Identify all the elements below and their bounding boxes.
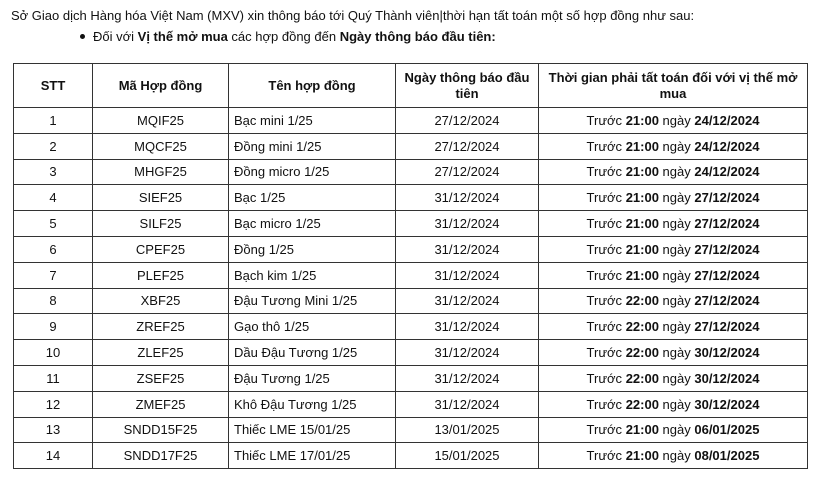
cell-code: SIEF25	[93, 185, 229, 211]
deadline-date: 27/12/2024	[694, 293, 760, 309]
deadline-date: 24/12/2024	[694, 138, 760, 154]
table-row	[14, 365, 808, 391]
day-word: ngày	[658, 396, 695, 412]
time-value: 21:00	[625, 216, 659, 232]
day-word: ngày	[658, 267, 695, 283]
day-word: ngày	[658, 164, 695, 180]
time-value: 22:00	[625, 293, 659, 309]
cell-settlement-time	[539, 185, 808, 211]
day-word: ngày	[658, 319, 695, 335]
cell-stt: 3	[14, 159, 93, 185]
before-text: Trước	[586, 370, 626, 386]
cell-code: MQCF25	[93, 133, 229, 159]
day-word: ngày	[658, 448, 695, 464]
cell-stt: 12	[14, 391, 93, 417]
table-row	[14, 314, 808, 340]
table-row	[14, 211, 808, 237]
day-word: ngày	[658, 422, 695, 438]
cell-first-notice-date: 31/12/2024	[396, 391, 539, 417]
day-word: ngày	[658, 241, 695, 257]
cell-name: Thiếc LME 15/01/25	[229, 417, 396, 443]
time-value: 21:00	[625, 267, 659, 283]
day-word: ngày	[658, 190, 695, 206]
cell-first-notice-date: 31/12/2024	[396, 365, 539, 391]
cell-settlement-time	[539, 365, 808, 391]
table-row	[14, 288, 808, 314]
cell-first-notice-date: 15/01/2025	[396, 443, 539, 469]
header-first-notice-date: Ngày thông báo đầu tiên	[396, 64, 539, 108]
time-value: 21:00	[625, 112, 659, 128]
before-text: Trước	[586, 216, 626, 232]
before-text: Trước	[586, 241, 626, 257]
cell-stt: 6	[14, 236, 93, 262]
cell-stt: 2	[14, 133, 93, 159]
before-text: Trước	[586, 138, 626, 154]
time-value: 21:00	[625, 422, 659, 438]
intro-text: Sở Giao dịch Hàng hóa Việt Nam (MXV) xin thông báo tới Quý Thành viên|thời hạn tất toán một số hợp đồng như sau:	[11, 8, 695, 23]
table-row	[14, 133, 808, 159]
day-word: ngày	[658, 112, 695, 128]
header-settlement-time: Thời gian phải tất toán đối với vị thế mở mua	[539, 64, 808, 108]
cell-code: ZLEF25	[93, 340, 229, 366]
bullet-prefix: Đối với	[93, 29, 138, 44]
cell-code: PLEF25	[93, 262, 229, 288]
cell-code: MHGF25	[93, 159, 229, 185]
cell-first-notice-date: 31/12/2024	[396, 211, 539, 237]
time-value: 22:00	[625, 345, 659, 361]
cell-settlement-time	[539, 211, 808, 237]
table-row	[14, 236, 808, 262]
time-value: 21:00	[625, 448, 659, 464]
cell-first-notice-date: 27/12/2024	[396, 108, 539, 134]
cell-name: Bạc 1/25	[229, 185, 396, 211]
bullet-dot-icon	[80, 34, 85, 39]
before-text: Trước	[586, 448, 626, 464]
cell-settlement-time	[539, 443, 808, 469]
cell-settlement-time	[539, 133, 808, 159]
cell-first-notice-date: 31/12/2024	[396, 262, 539, 288]
cell-name: Bạc micro 1/25	[229, 211, 396, 237]
before-text: Trước	[586, 319, 626, 335]
cell-name: Bạch kim 1/25	[229, 262, 396, 288]
cell-code: XBF25	[93, 288, 229, 314]
cell-first-notice-date: 31/12/2024	[396, 236, 539, 262]
time-value: 22:00	[625, 319, 659, 335]
cell-name: Dầu Đậu Tương 1/25	[229, 340, 396, 366]
cell-settlement-time	[539, 288, 808, 314]
time-value: 22:00	[625, 370, 659, 386]
cell-code: CPEF25	[93, 236, 229, 262]
deadline-date: 30/12/2024	[694, 396, 760, 412]
table-row	[14, 340, 808, 366]
header-stt: STT	[14, 64, 93, 108]
cell-code: MQIF25	[93, 108, 229, 134]
cell-stt: 9	[14, 314, 93, 340]
header-code: Mã Hợp đồng	[93, 64, 229, 108]
cell-name: Đồng mini 1/25	[229, 133, 396, 159]
time-value: 21:00	[625, 241, 659, 257]
cell-code: ZREF25	[93, 314, 229, 340]
cell-code: SNDD17F25	[93, 443, 229, 469]
cell-stt: 11	[14, 365, 93, 391]
table-header-row	[14, 64, 808, 108]
cell-settlement-time	[539, 159, 808, 185]
day-word: ngày	[658, 293, 695, 309]
table-row	[14, 417, 808, 443]
deadline-date: 06/01/2025	[694, 422, 760, 438]
deadline-date: 27/12/2024	[694, 216, 760, 232]
time-value: 22:00	[625, 396, 659, 412]
before-text: Trước	[586, 345, 626, 361]
cell-stt: 8	[14, 288, 93, 314]
cell-name: Bạc mini 1/25	[229, 108, 396, 134]
table-row	[14, 391, 808, 417]
contracts-table	[13, 63, 808, 469]
deadline-date: 24/12/2024	[694, 112, 760, 128]
cell-stt: 13	[14, 417, 93, 443]
table-row	[14, 262, 808, 288]
cell-first-notice-date: 31/12/2024	[396, 340, 539, 366]
day-word: ngày	[658, 370, 695, 386]
before-text: Trước	[586, 190, 626, 206]
cell-stt: 7	[14, 262, 93, 288]
deadline-date: 24/12/2024	[694, 164, 760, 180]
before-text: Trước	[586, 293, 626, 309]
cell-first-notice-date: 13/01/2025	[396, 417, 539, 443]
day-word: ngày	[658, 138, 695, 154]
table-row	[14, 159, 808, 185]
cell-name: Đồng 1/25	[229, 236, 396, 262]
table-row	[14, 108, 808, 134]
cell-first-notice-date: 27/12/2024	[396, 133, 539, 159]
cell-first-notice-date: 27/12/2024	[396, 159, 539, 185]
before-text: Trước	[586, 396, 626, 412]
before-text: Trước	[586, 422, 626, 438]
cell-settlement-time	[539, 391, 808, 417]
deadline-date: 27/12/2024	[694, 241, 760, 257]
bullet-mid: các hợp đồng đến	[227, 29, 340, 44]
cell-settlement-time	[539, 314, 808, 340]
cell-name: Đậu Tương Mini 1/25	[229, 288, 396, 314]
cell-settlement-time	[539, 236, 808, 262]
time-value: 21:00	[625, 138, 659, 154]
time-value: 21:00	[625, 164, 659, 180]
cell-stt: 14	[14, 443, 93, 469]
deadline-date: 08/01/2025	[694, 448, 760, 464]
deadline-date: 30/12/2024	[694, 370, 760, 386]
cell-code: SILF25	[93, 211, 229, 237]
cell-code: SNDD15F25	[93, 417, 229, 443]
table-row	[14, 443, 808, 469]
deadline-date: 27/12/2024	[694, 319, 760, 335]
cell-settlement-time	[539, 262, 808, 288]
cell-first-notice-date: 31/12/2024	[396, 288, 539, 314]
cell-name: Đậu Tương 1/25	[229, 365, 396, 391]
cell-stt: 4	[14, 185, 93, 211]
cell-code: ZSEF25	[93, 365, 229, 391]
cell-name: Khô Đậu Tương 1/25	[229, 391, 396, 417]
cell-code: ZMEF25	[93, 391, 229, 417]
cell-first-notice-date: 31/12/2024	[396, 314, 539, 340]
cell-settlement-time	[539, 340, 808, 366]
header-name: Tên hợp đồng	[229, 64, 396, 108]
table-row	[14, 185, 808, 211]
before-text: Trước	[586, 267, 626, 283]
bullet-item	[80, 29, 496, 45]
cell-stt: 10	[14, 340, 93, 366]
cell-stt: 5	[14, 211, 93, 237]
deadline-date: 30/12/2024	[694, 345, 760, 361]
bullet-bold-date: Ngày thông báo đầu tiên:	[339, 29, 496, 44]
cell-first-notice-date: 31/12/2024	[396, 185, 539, 211]
time-value: 21:00	[625, 190, 659, 206]
deadline-date: 27/12/2024	[694, 190, 760, 206]
cell-settlement-time	[539, 417, 808, 443]
cell-settlement-time	[539, 108, 808, 134]
deadline-date: 27/12/2024	[694, 267, 760, 283]
bullet-bold-position: Vị thế mở mua	[137, 29, 228, 44]
day-word: ngày	[658, 345, 695, 361]
cell-name: Gạo thô 1/25	[229, 314, 396, 340]
cell-stt: 1	[14, 108, 93, 134]
before-text: Trước	[586, 112, 626, 128]
cell-name: Thiếc LME 17/01/25	[229, 443, 396, 469]
day-word: ngày	[658, 216, 695, 232]
before-text: Trước	[586, 164, 626, 180]
cell-name: Đồng micro 1/25	[229, 159, 396, 185]
